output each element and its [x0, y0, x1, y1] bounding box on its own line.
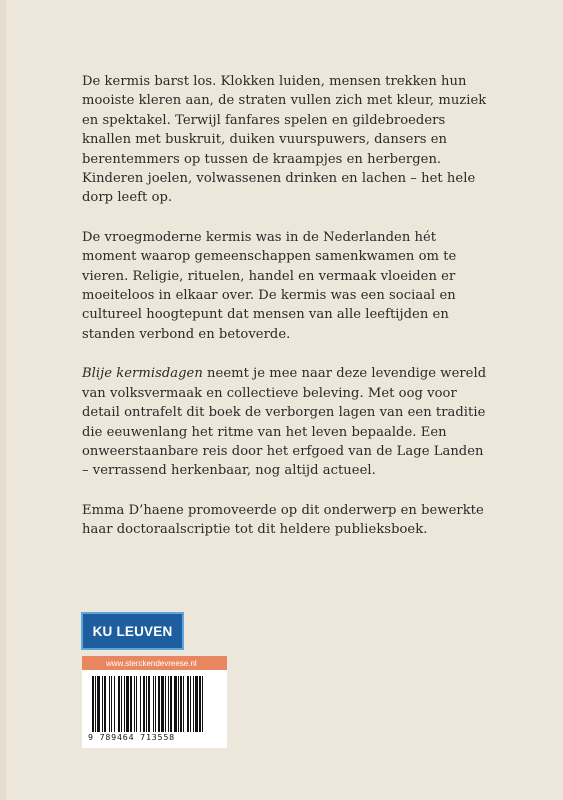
blurb-paragraph-2: De vroegmoderne kermis was in de Nederlanden hét moment waarop gemeenschappen samenkwamen om te vieren. Religie, rituelen, handel en vermaak vloeiden er moeiteloos in elkaar over. De kermis was een sociaal en cultureel hoogtepunt dat mensen van alle leeftijden en standen verbond en betoverde.: [82, 229, 457, 342]
ku-leuven-logo: [81, 612, 184, 650]
isbn-barcode: [82, 670, 227, 748]
barcode-bars-icon: [92, 676, 218, 734]
blurb-paragraph-1: De kermis barst los. Klokken luiden, mensen trekken hun mooiste kleren aan, de straten vullen zich met kleur, muziek en spektakel. Terwijl fanfares spelen en gildebroeders knallen met buskruit, duiken vuurspuwers, dansers en berentemmers op tussen de kraampjes en herbergen. Kinderen joelen, volwassenen drinken en lachen – het hele dorp leeft op.: [82, 74, 487, 206]
spine-edge: [0, 0, 6, 800]
barcode-digits: 9 789464 713558: [88, 732, 175, 742]
blurb-text: [82, 72, 492, 560]
author-bio: Emma D’haene promoveerde op dit onderwerp en bewerkte haar doctoraalscriptie tot dit heldere publieksboek.: [82, 502, 484, 538]
book-title-italic: Blije kermisdagen: [82, 366, 203, 382]
publisher-url: www.sterckendevreese.nl: [106, 658, 197, 668]
blurb-paragraph-3-rest: neemt je mee naar deze levendige wereld van volksvermaak en collectieve beleving. Met oog voor detail ontrafelt dit boek de verborgen lagen van een traditie die eeuwenlang het ritme van het leven bepaalde. Een onweerstaanbare reis door het erfgoed van de Lage Landen – verrassend herkenbaar, nog altijd actueel.: [82, 366, 487, 479]
logo-text: KU LEUVEN: [92, 623, 173, 639]
blurb-paragraph-3: [82, 364, 492, 480]
publisher-url-bar: [82, 656, 227, 670]
